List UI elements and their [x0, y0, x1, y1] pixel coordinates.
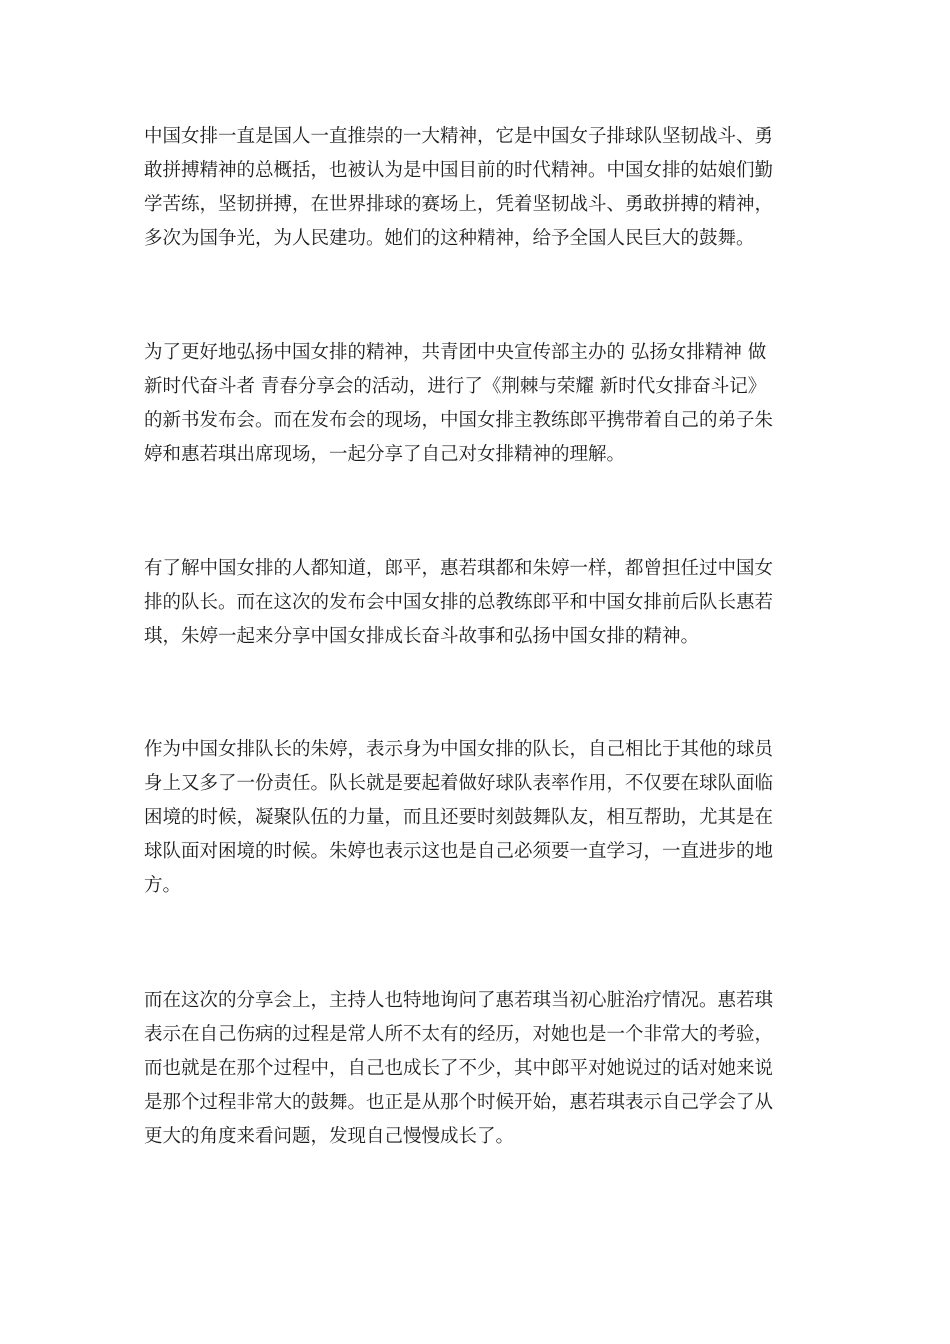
paragraph-line: 方。 [144, 875, 182, 896]
paragraph-line: 球队面对困境的时候。朱婷也表示这也是自己必须要一直学习，一直进步的地 [144, 841, 774, 862]
paragraph-5 [144, 984, 810, 1154]
paragraph-3 [144, 552, 810, 654]
paragraph-line: 学苦练，坚韧拼搏，在世界排球的赛场上，凭着坚韧战斗、勇敢拼搏的精神， [144, 194, 774, 215]
paragraph-line: 有了解中国女排的人都知道，郎平，惠若琪都和朱婷一样，都曾担任过中国女 [144, 558, 774, 579]
paragraph-line: 为了更好地弘扬中国女排的精神，共青团中央宣传部主办的 弘扬女排精神 做 [144, 342, 767, 363]
paragraph-line: 而在这次的分享会上，主持人也特地询问了惠若琪当初心脏治疗情况。惠若琪 [144, 990, 774, 1011]
paragraph-line: 的新书发布会。而在发布会的现场，中国女排主教练郎平携带着自己的弟子朱 [144, 410, 774, 431]
paragraph-line: 排的队长。而在这次的发布会中国女排的总教练郎平和中国女排前后队长惠若 [144, 592, 774, 613]
paragraph-line: 困境的时候，凝聚队伍的力量，而且还要时刻鼓舞队友，相互帮助，尤其是在 [144, 807, 774, 828]
paragraph-line: 身上又多了一份责任。队长就是要起着做好球队表率作用，不仅要在球队面临 [144, 773, 774, 794]
paragraph-line: 更大的角度来看问题，发现自己慢慢成长了。 [144, 1126, 515, 1147]
paragraph-line: 表示在自己伤病的过程是常人所不太有的经历，对她也是一个非常大的考验， [144, 1024, 774, 1045]
paragraph-line: 婷和惠若琪出席现场，一起分享了自己对女排精神的理解。 [144, 444, 626, 465]
paragraph-4 [144, 733, 810, 903]
paragraph-line: 敢拼搏精神的总概括，也被认为是中国目前的时代精神。中国女排的姑娘们勤 [144, 160, 774, 181]
paragraph-line: 是那个过程非常大的鼓舞。也正是从那个时候开始，惠若琪表示自己学会了从 [144, 1092, 774, 1113]
paragraph-line: 中国女排一直是国人一直推崇的一大精神，它是中国女子排球队坚韧战斗、勇 [144, 126, 774, 147]
paragraph-line: 新时代奋斗者 青春分享会的活动，进行了《荆棘与荣耀 新时代女排奋斗记》 [144, 376, 767, 397]
paragraph-line: 而也就是在那个过程中，自己也成长了不少，其中郎平对她说过的话对她来说 [144, 1058, 774, 1079]
paragraph-1 [144, 120, 810, 256]
paragraph-line: 多次为国争光，为人民建功。她们的这种精神，给予全国人民巨大的鼓舞。 [144, 228, 755, 249]
paragraph-line: 琪，朱婷一起来分享中国女排成长奋斗故事和弘扬中国女排的精神。 [144, 626, 700, 647]
paragraph-2 [144, 336, 810, 472]
paragraph-line: 作为中国女排队长的朱婷，表示身为中国女排的队长，自己相比于其他的球员 [144, 739, 774, 760]
